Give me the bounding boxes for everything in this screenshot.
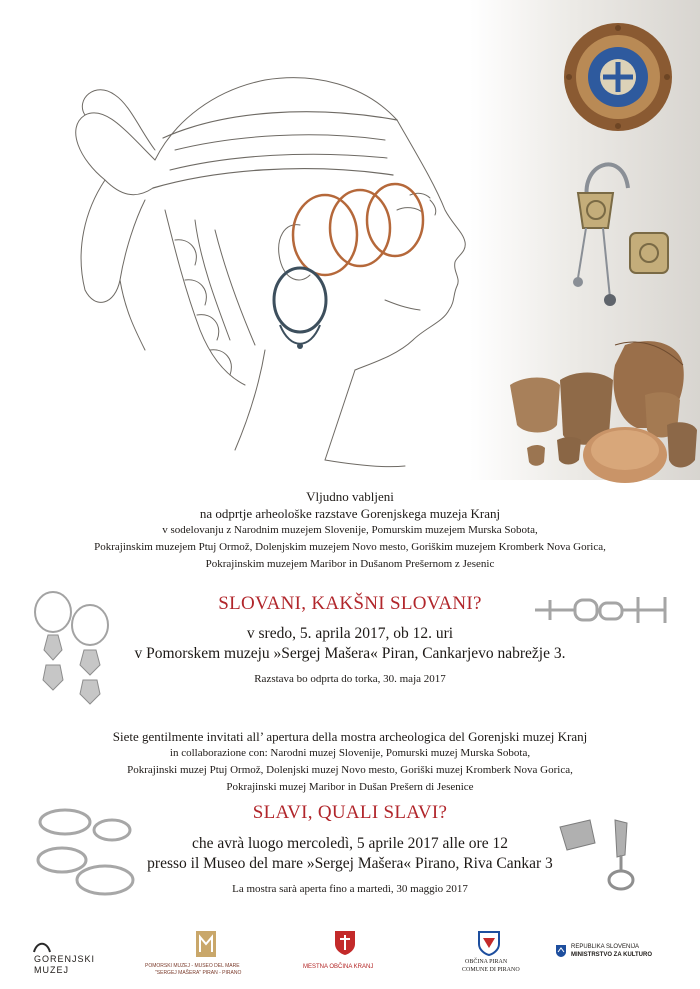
pottery-artifact-image (505, 330, 700, 485)
pomorski-muzej-text-2: "SERGEJ MAŠERA" PIRAN - PIRANO (155, 970, 242, 976)
italian-exhibition-title: SLAVI, QUALI SLAVI? (252, 802, 448, 823)
slovene-open-until: Razstava bo odprta do torka, 30. maja 2017 (254, 673, 446, 685)
key-artifact-image (555, 815, 675, 895)
rings-artifact-image (30, 800, 150, 910)
piran-coat-of-arms-icon (477, 930, 501, 956)
piran-text-2: COMUNE DI PIRANO (462, 967, 520, 973)
slovene-invitation (0, 488, 700, 573)
kranj-text: MESTNA OBČINA KRANJ (303, 964, 374, 970)
italian-cooperation-line-2: Pokrajinski muzej Ptuj Ormož, Dolenjski muzej Novo mesto, Goriški muzej Kromberk Nova Gorica, (127, 764, 573, 776)
ministry-of-culture-logo (555, 944, 675, 974)
pomorski-muzej-emblem-icon (195, 930, 217, 958)
sponsor-logos-bar (0, 930, 700, 985)
italian-open-until: La mostra sarà aperta fino a martedì, 30 maggio 2017 (232, 883, 468, 895)
gorenjski-muzej-text-1: GORENJSKI (34, 954, 96, 964)
brooch-artifact-image (560, 20, 680, 135)
earrings-artifact-image (28, 590, 118, 710)
gorenjski-muzej-text-2: MUZEJ (34, 965, 69, 975)
slovene-date: v sredo, 5. aprila 2017, ob 12. uri (246, 625, 454, 642)
slovene-venue: v Pomorskem muzeju »Sergej Mašera« Piran, Cankarjevo nabrežje 3. (134, 645, 566, 662)
gorenjski-muzej-logo (32, 938, 112, 983)
italian-cooperation-line-1: in collaborazione con: Narodni muzej Slovenije, Pomurski muzej Murska Sobota, (169, 747, 531, 759)
slovene-exhibition-title: SLOVANI, KAKŠNI SLOVANI? (218, 593, 482, 614)
mestna-obcina-kranj-logo (300, 930, 390, 985)
chain-artifact-image (530, 585, 680, 640)
ministry-text-1: REPUBLIKA SLOVENIJA (571, 944, 640, 950)
ministry-text-2: MINISTRSTVO ZA KULTURO (571, 952, 652, 958)
italian-venue: presso il Museo del mare »Sergej Mašera« Pirano, Riva Cankar 3 (147, 855, 553, 872)
slovene-cooperation-line-1: v sodelovanju z Narodnim muzejem Slovenije, Pomurskim muzejem Murska Sobota, (162, 524, 538, 536)
italian-invitation-line: Siete gentilmente invitati all’ apertura della mostra archeologica del Gorenjski muzej Kranj (112, 729, 588, 744)
woman-portrait-sketch (25, 10, 485, 480)
slovene-cooperation-line-2: Pokrajinskim muzejem Ptuj Ormož, Dolenjskim muzejem Novo mesto, Goriškim muzejem Kromberk Nova Gorica, (94, 541, 606, 553)
piran-text-1: OBČINA PIRAN (465, 959, 508, 965)
gorenjski-muzej-emblem-icon (32, 938, 52, 954)
slovene-subtitle: na odprtje arheološke razstave Gorenjskega muzeja Kranj (199, 506, 501, 521)
italian-date: che avrà luogo mercoledì, 5 aprile 2017 alle ore 12 (192, 835, 508, 852)
slovene-cooperation-line-3: Pokrajinskim muzejem Maribor in Dušanom Prešernom z Jesenic (205, 558, 495, 570)
slovenia-coat-of-arms-icon (555, 944, 567, 958)
pomorski-muzej-text-1: POMORSKI MUZEJ - MUSEO DEL MARE (145, 963, 240, 969)
italian-cooperation-line-3: Pokrajinski muzej Maribor in Dušan Prešern di Jesenice (226, 781, 474, 793)
kranj-coat-of-arms-icon (334, 930, 356, 956)
pomorski-muzej-logo (145, 930, 265, 985)
italian-invitation (0, 728, 700, 796)
obcina-piran-logo (450, 930, 530, 985)
slovene-greeting: Vljudno vabljeni (306, 489, 394, 504)
pendant-artifact-image (568, 148, 678, 313)
